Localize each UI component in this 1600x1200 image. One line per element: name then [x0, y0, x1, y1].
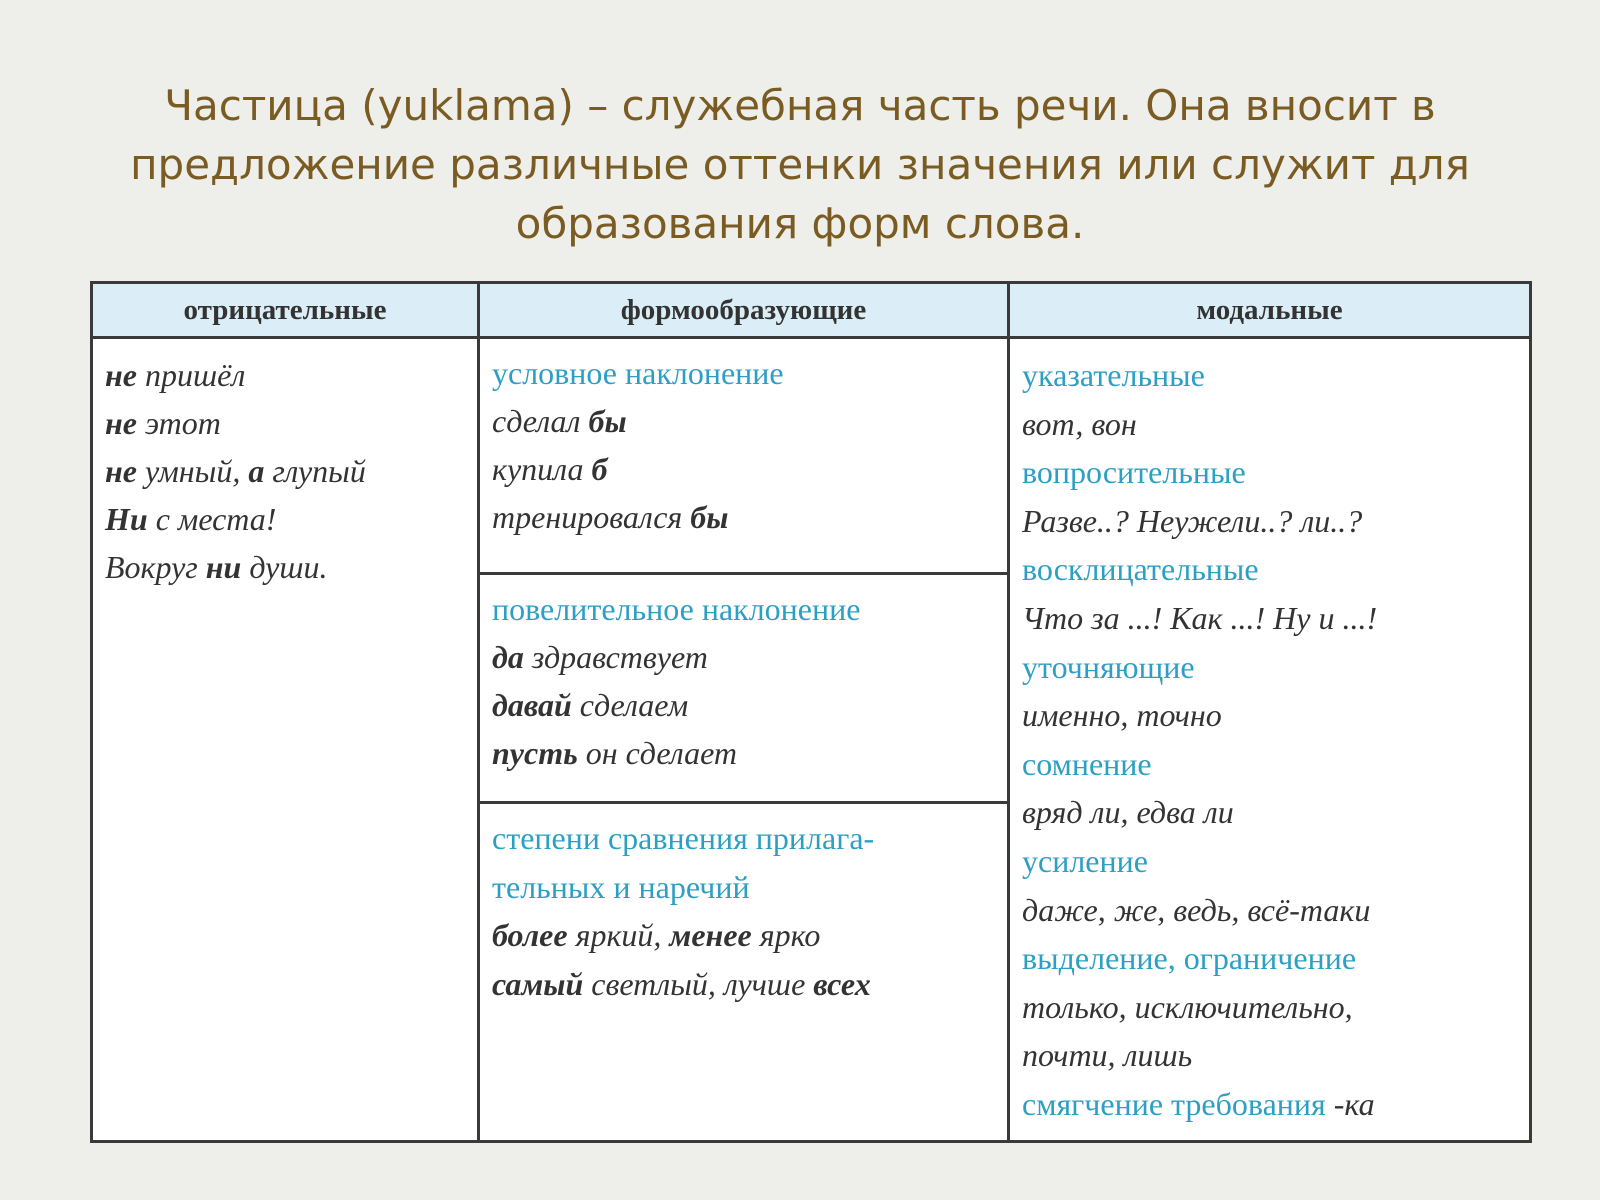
example-text: Разве..? Неужели..? ли..?	[1022, 502, 1363, 539]
particle-word: не	[105, 357, 137, 393]
section-imperative-mood	[480, 575, 1007, 804]
particle-word: да	[492, 639, 524, 675]
column-header-modal: модальные	[1010, 284, 1529, 339]
example-line	[492, 445, 1007, 493]
example-text: даже, же, ведь, всё-таки	[1022, 891, 1371, 928]
category-label: указательные	[1022, 357, 1205, 393]
example-line	[105, 495, 477, 543]
example-text: купила	[492, 451, 592, 487]
particle-word: пусть	[492, 735, 578, 771]
example-text: вряд ли, едва ли	[1022, 794, 1234, 831]
modal-line	[1022, 1031, 1529, 1080]
example-text: пришёл	[136, 357, 246, 393]
example-line	[105, 447, 477, 495]
example-line	[492, 681, 1007, 729]
example-text: -ка	[1333, 1085, 1375, 1122]
example-text: умный,	[136, 453, 249, 489]
example-text: ярко	[751, 917, 821, 953]
example-text: только, исключительно,	[1022, 988, 1353, 1025]
example-text: души.	[241, 549, 328, 585]
category-label: вопросительные	[1022, 454, 1246, 491]
example-text: почти, лишь	[1022, 1037, 1193, 1074]
category-label: тельных и наречий	[492, 868, 750, 905]
example-line	[492, 960, 1007, 1009]
example-text: вот, вон	[1022, 405, 1137, 442]
category-label: сомнение	[1022, 745, 1152, 782]
example-text: сделаем	[571, 687, 689, 723]
category-label: степени сравнения прилага-	[492, 820, 875, 856]
example-text: с места!	[147, 501, 277, 537]
example-line	[492, 911, 1007, 960]
modal-line	[1022, 740, 1529, 789]
modal-line	[1022, 594, 1529, 643]
particle-word: более	[492, 917, 568, 953]
example-text: этот	[136, 405, 221, 441]
example-text: глупый	[264, 453, 366, 489]
example-line	[105, 399, 477, 447]
column-modal	[1010, 284, 1529, 1140]
category-label: усиление	[1022, 842, 1148, 879]
modal-line	[1022, 837, 1529, 886]
category-label: смягчение требования	[1022, 1085, 1334, 1122]
column-negative	[93, 284, 480, 1140]
section-degrees-of-comparison	[480, 804, 1007, 1140]
particles-table	[90, 281, 1532, 1143]
particle-word: а	[248, 453, 265, 489]
particle-word: самый	[492, 965, 584, 1002]
slide-title: Частица (yuklama) – служебная часть речи. Она вносит в предложение различные оттенки значения или служит для образования форм слова.	[130, 81, 1470, 248]
category-label: выделение, ограничение	[1022, 940, 1357, 977]
modal-line	[1022, 788, 1529, 837]
modal-line	[1022, 1080, 1529, 1129]
modal-line	[1022, 983, 1529, 1032]
example-text: тренировался	[492, 499, 691, 535]
particle-word: бы	[588, 403, 627, 439]
modal-line	[1022, 643, 1529, 692]
column-header-formative: формообразующие	[480, 284, 1007, 339]
example-line	[492, 633, 1007, 681]
modal-line	[1022, 886, 1529, 935]
particle-word: Ни	[105, 501, 148, 537]
category-label: уточняющие	[1022, 648, 1195, 685]
example-line	[492, 397, 1007, 445]
example-line	[492, 493, 1007, 541]
modal-line	[1022, 545, 1529, 594]
example-line	[105, 543, 477, 591]
modal-line	[1022, 934, 1529, 983]
particle-word: ни	[205, 549, 242, 585]
example-text: светлый, лучше	[583, 965, 814, 1002]
modal-line	[1022, 497, 1529, 546]
modal-line	[1022, 400, 1529, 449]
example-line	[492, 729, 1007, 777]
example-text: он сделает	[577, 735, 738, 771]
particle-word: давай	[492, 687, 572, 723]
column-formative	[480, 284, 1010, 1140]
example-text: именно, точно	[1022, 697, 1222, 734]
column-header-negative: отрицательные	[93, 284, 477, 339]
particle-word: всех	[813, 965, 871, 1002]
modal-examples	[1010, 339, 1529, 1129]
category-label: восклицательные	[1022, 551, 1259, 588]
modal-line	[1022, 448, 1529, 497]
category-label: условное наклонение	[492, 355, 784, 391]
particle-word: не	[105, 453, 137, 489]
example-text: Что за ...! Как ...! Ну и ...!	[1022, 599, 1378, 636]
particle-word: б	[591, 451, 608, 487]
example-text: здравствует	[523, 639, 708, 675]
particle-word: менее	[669, 917, 752, 953]
example-text: сделал	[492, 403, 589, 439]
particle-word: бы	[690, 499, 729, 535]
modal-line	[1022, 351, 1529, 400]
example-text: яркий,	[567, 917, 670, 953]
modal-line	[1022, 691, 1529, 740]
particle-word: не	[105, 405, 137, 441]
negative-examples	[93, 339, 477, 591]
section-conditional-mood	[480, 339, 1007, 575]
example-line	[105, 351, 477, 399]
example-text: Вокруг	[105, 549, 206, 585]
category-label: повелительное наклонение	[492, 591, 861, 627]
